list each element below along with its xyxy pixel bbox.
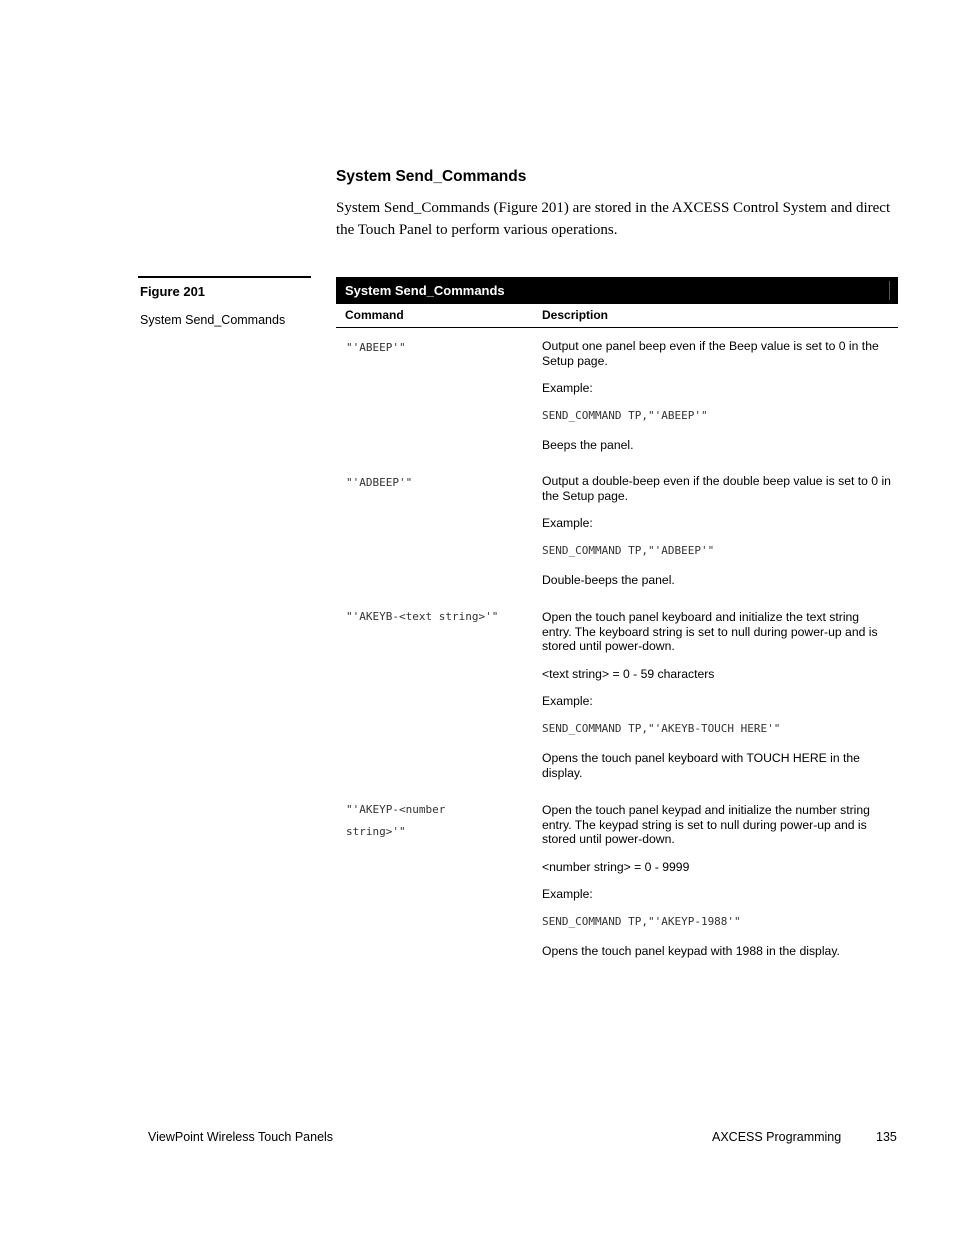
figure-caption: System Send_Commands: [140, 313, 286, 327]
intro-paragraph: System Send_Commands (Figure 201) are stored in the AXCESS Control System and direct the Touch Panel to perform various operations.: [336, 200, 891, 238]
example-code: SEND_COMMAND TP,"'ABEEP'": [542, 408, 708, 422]
description-text: Open the touch panel keypad and initialize the number string entry. The keypad string is set to null during power-up and is stored until power-down.: [542, 803, 870, 847]
example-label: Example:: [542, 516, 593, 531]
table-row: [542, 803, 892, 972]
example-code: SEND_COMMAND TP,"'ADBEEP'": [542, 543, 715, 557]
section-title: System Send_Commands: [336, 168, 527, 185]
range-text: <text string> = 0 - 59 characters: [542, 666, 715, 681]
table-row: [542, 474, 892, 600]
footer-chapter: AXCESS Programming: [712, 1130, 842, 1144]
footer-product: ViewPoint Wireless Touch Panels: [148, 1130, 334, 1144]
command-abeep: "'ABEEP'": [346, 341, 406, 354]
example-result: Opens the touch panel keyboard with TOUCH HERE in the display.: [542, 750, 860, 780]
description-text: Output one panel beep even if the Beep value is set to 0 in the Setup page.: [542, 339, 879, 368]
example-label: Example:: [542, 887, 593, 902]
column-header-command: Command: [345, 308, 404, 322]
table-row: [542, 339, 892, 465]
table-title: System Send_Commands: [345, 283, 505, 298]
example-result: Double-beeps the panel.: [542, 572, 675, 587]
example-label: Example:: [542, 381, 593, 396]
command-adbeep: "'ADBEEP'": [346, 476, 413, 489]
table-row: [542, 610, 892, 793]
figure-rule: [138, 276, 311, 278]
description-text: Open the touch panel keyboard and initialize the text string entry. The keyboard string is set to null during power-up and is stored until power-down.: [542, 610, 878, 654]
header-rule: [336, 327, 898, 328]
description-text: Output a double-beep even if the double beep value is set to 0 in the Setup page.: [542, 474, 891, 503]
range-text: <number string> = 0 - 9999: [542, 859, 690, 874]
command-akeyb: "'AKEYB-<text string>'": [346, 610, 499, 623]
page-number: 135: [876, 1130, 897, 1144]
column-header-description: Description: [542, 308, 609, 322]
example-code: SEND_COMMAND TP,"'AKEYP-1988'": [542, 914, 741, 928]
table-title-bar: [336, 277, 898, 304]
figure-label: Figure 201: [140, 284, 206, 299]
example-result: Opens the touch panel keypad with 1988 in the display.: [542, 943, 840, 958]
example-code: SEND_COMMAND TP,"'AKEYB-TOUCH HERE'": [542, 721, 781, 735]
example-result: Beeps the panel.: [542, 437, 634, 452]
command-akeyp: "'AKEYP-<number string>'": [346, 803, 446, 838]
example-label: Example:: [542, 694, 593, 709]
